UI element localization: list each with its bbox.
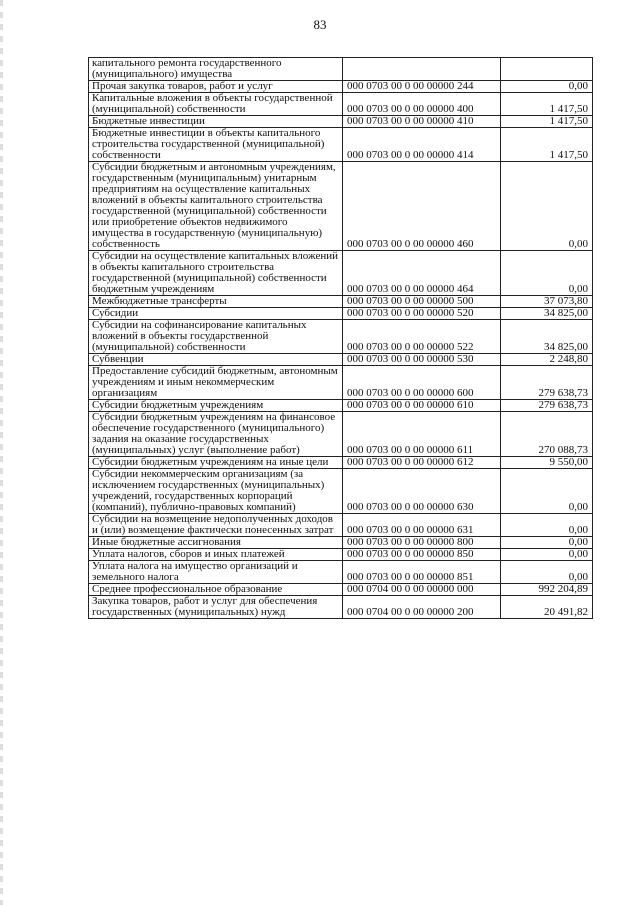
classification-code-cell: 000 0703 00 0 00 00000 400 [343,93,501,116]
amount-cell: 0,00 [501,514,593,537]
item-name-cell: Закупка товаров, работ и услуг для обеспечения государственных (муниципальных) нужд [89,596,343,619]
table-row [89,457,593,469]
classification-code-cell: 000 0704 00 0 00 00000 200 [343,596,501,619]
classification-code-cell: 000 0703 00 0 00 00000 851 [343,561,501,584]
page-number: 83 [313,17,327,32]
item-name-cell: Прочая закупка товаров, работ и услуг [89,81,343,93]
item-name-cell: Иные бюджетные ассигнования [89,537,343,549]
classification-code-cell: 000 0703 00 0 00 00000 414 [343,128,501,162]
amount-cell: 34 825,00 [501,320,593,354]
classification-code-cell: 000 0704 00 0 00 00000 000 [343,584,501,596]
classification-code-cell [343,58,501,81]
amount-cell: 9 550,00 [501,457,593,469]
classification-code-cell: 000 0703 00 0 00 00000 410 [343,116,501,128]
table-row [89,296,593,308]
table-row [89,400,593,412]
table-row [89,537,593,549]
amount-cell: 1 417,50 [501,116,593,128]
classification-code-cell: 000 0703 00 0 00 00000 850 [343,549,501,561]
table-row [89,251,593,296]
table-row [89,596,593,619]
budget-table-body [89,58,593,619]
item-name-cell: Субсидии бюджетным учреждениям [89,400,343,412]
table-row [89,93,593,116]
amount-cell [501,58,593,81]
item-name-cell: Субсидии бюджетным учреждениям на иные цели [89,457,343,469]
item-name-cell: Субсидии бюджетным учреждениям на финансовое обеспечение государственного (муниципального) задания на оказание государственных (муниципальных) услуг (выполнение работ) [89,412,343,457]
classification-code-cell: 000 0703 00 0 00 00000 464 [343,251,501,296]
classification-code-cell: 000 0703 00 0 00 00000 500 [343,296,501,308]
table-row [89,549,593,561]
amount-cell: 270 088,73 [501,412,593,457]
item-name-cell: Бюджетные инвестиции [89,116,343,128]
amount-cell: 0,00 [501,549,593,561]
item-name-cell: Субвенции [89,354,343,366]
amount-cell: 0,00 [501,537,593,549]
classification-code-cell: 000 0703 00 0 00 00000 460 [343,162,501,251]
amount-cell: 0,00 [501,81,593,93]
classification-code-cell: 000 0703 00 0 00 00000 612 [343,457,501,469]
item-name-cell: Среднее профессиональное образование [89,584,343,596]
table-row [89,320,593,354]
classification-code-cell: 000 0703 00 0 00 00000 522 [343,320,501,354]
item-name-cell: Субсидии бюджетным и автономным учреждениям, государственным (муниципальным) унитарным предприятиям на осуществление капитальных вложений в объекты капитального строительства государственной (муниципальной) собственности или приобретение объектов недвижимого имущества в государственную (муниципальную) собственность [89,162,343,251]
item-name-cell: Капитальные вложения в объекты государственной (муниципальной) собственности [89,93,343,116]
classification-code-cell: 000 0703 00 0 00 00000 800 [343,537,501,549]
budget-table [88,57,593,619]
item-name-cell: Предоставление субсидий бюджетным, автономным учреждениям и иным некоммерческим организациям [89,366,343,400]
table-row [89,308,593,320]
item-name-cell: Межбюджетные трансферты [89,296,343,308]
amount-cell: 279 638,73 [501,400,593,412]
table-row [89,584,593,596]
table-row [89,81,593,93]
table-row [89,128,593,162]
amount-cell: 0,00 [501,561,593,584]
classification-code-cell: 000 0703 00 0 00 00000 630 [343,469,501,514]
amount-cell: 0,00 [501,469,593,514]
item-name-cell: капитального ремонта государственного (муниципального) имущества [89,58,343,81]
item-name-cell: Субсидии на возмещение недополученных доходов и (или) возмещение фактически понесенных затрат [89,514,343,537]
item-name-cell: Уплата налогов, сборов и иных платежей [89,549,343,561]
item-name-cell: Субсидии на софинансирование капитальных вложений в объекты государственной (муниципальной) собственности [89,320,343,354]
scan-edge [0,0,3,905]
table-row [89,58,593,81]
classification-code-cell: 000 0703 00 0 00 00000 610 [343,400,501,412]
classification-code-cell: 000 0703 00 0 00 00000 520 [343,308,501,320]
classification-code-cell: 000 0703 00 0 00 00000 611 [343,412,501,457]
amount-cell: 37 073,80 [501,296,593,308]
amount-cell: 34 825,00 [501,308,593,320]
classification-code-cell: 000 0703 00 0 00 00000 530 [343,354,501,366]
classification-code-cell: 000 0703 00 0 00 00000 600 [343,366,501,400]
amount-cell: 279 638,73 [501,366,593,400]
amount-cell: 2 248,80 [501,354,593,366]
table-row [89,366,593,400]
amount-cell: 992 204,89 [501,584,593,596]
classification-code-cell: 000 0703 00 0 00 00000 244 [343,81,501,93]
amount-cell: 1 417,50 [501,93,593,116]
item-name-cell: Уплата налога на имущество организаций и земельного налога [89,561,343,584]
amount-cell: 0,00 [501,251,593,296]
table-row [89,162,593,251]
table-row [89,354,593,366]
item-name-cell: Субсидии на осуществление капитальных вложений в объекты капитального строительства государственной (муниципальной) собственности бюджетным учреждениям [89,251,343,296]
item-name-cell: Бюджетные инвестиции в объекты капитального строительства государственной (муниципальной) собственности [89,128,343,162]
table-row [89,561,593,584]
table-row [89,116,593,128]
amount-cell: 1 417,50 [501,128,593,162]
classification-code-cell: 000 0703 00 0 00 00000 631 [343,514,501,537]
amount-cell: 20 491,82 [501,596,593,619]
table-row [89,469,593,514]
item-name-cell: Субсидии [89,308,343,320]
item-name-cell: Субсидии некоммерческим организациям (за исключением государственных (муниципальных) учреждений, государственных корпораций (компаний), публично-правовых компаний) [89,469,343,514]
table-row [89,514,593,537]
amount-cell: 0,00 [501,162,593,251]
table-row [89,412,593,457]
